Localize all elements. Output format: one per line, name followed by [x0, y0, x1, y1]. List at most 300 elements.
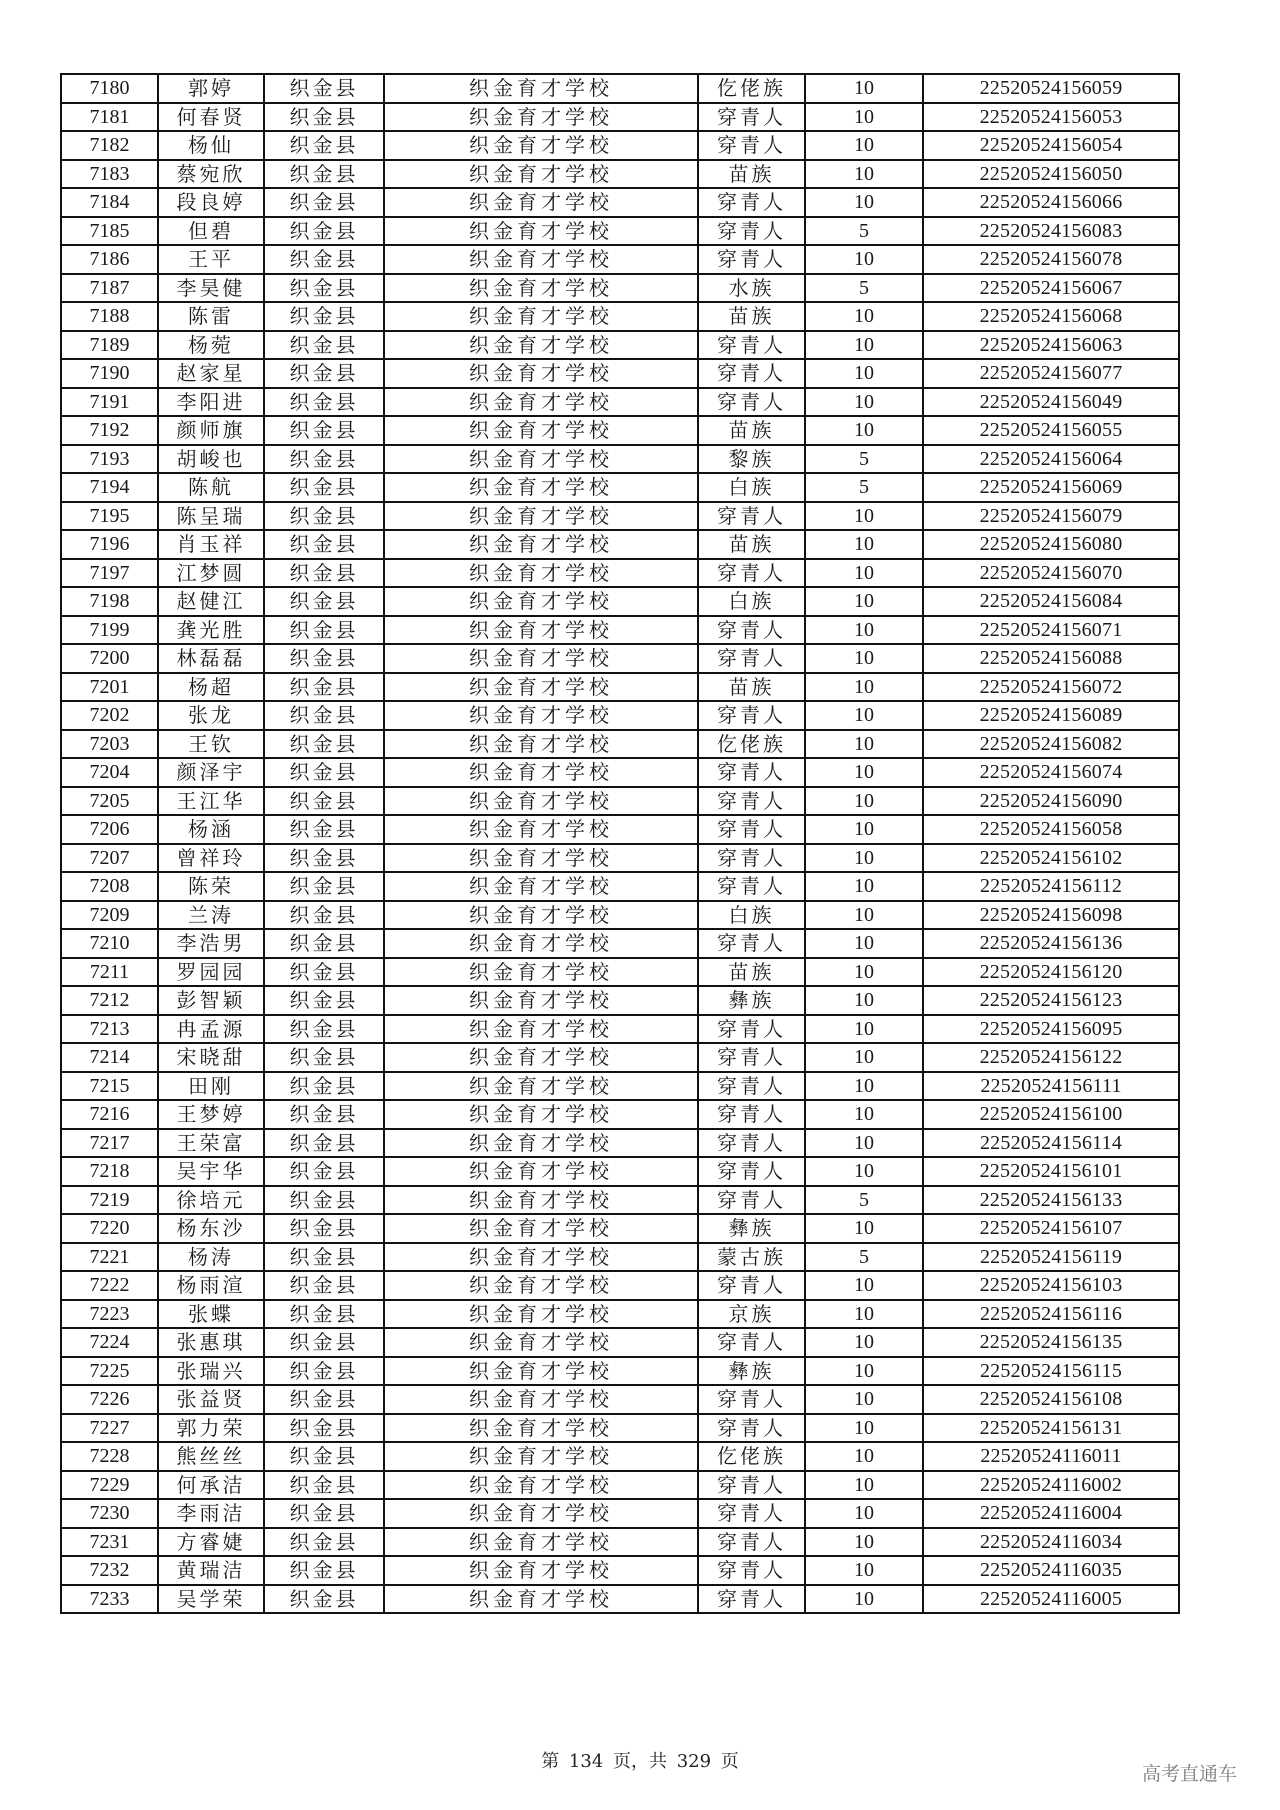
exam-id-cell: 22520524116005 — [923, 1585, 1179, 1614]
school-cell: 织金育才学校 — [384, 673, 698, 702]
ethnicity-cell: 京族 — [698, 1300, 805, 1329]
county-cell: 织金县 — [264, 815, 384, 844]
county-cell: 织金县 — [264, 730, 384, 759]
row-number-cell: 7220 — [61, 1214, 158, 1243]
school-cell: 织金育才学校 — [384, 986, 698, 1015]
bonus-points-cell: 10 — [805, 160, 923, 189]
exam-id-cell: 22520524156102 — [923, 844, 1179, 873]
ethnicity-cell: 穿青人 — [698, 559, 805, 588]
row-number-cell: 7222 — [61, 1271, 158, 1300]
row-number-cell: 7232 — [61, 1556, 158, 1585]
school-cell: 织金育才学校 — [384, 1414, 698, 1443]
exam-id-cell: 22520524156120 — [923, 958, 1179, 987]
county-cell: 织金县 — [264, 901, 384, 930]
school-cell: 织金育才学校 — [384, 274, 698, 303]
table-row — [61, 929, 1179, 958]
student-name-cell: 杨仙 — [158, 131, 264, 160]
ethnicity-cell: 穿青人 — [698, 1556, 805, 1585]
bonus-points-cell: 10 — [805, 587, 923, 616]
student-name-cell: 杨东沙 — [158, 1214, 264, 1243]
exam-id-cell: 22520524156068 — [923, 302, 1179, 331]
ethnicity-cell: 穿青人 — [698, 131, 805, 160]
school-cell: 织金育才学校 — [384, 730, 698, 759]
ethnicity-cell: 仡佬族 — [698, 1442, 805, 1471]
row-number-cell: 7189 — [61, 331, 158, 360]
student-name-cell: 江梦圆 — [158, 559, 264, 588]
row-number-cell: 7210 — [61, 929, 158, 958]
table-row — [61, 1414, 1179, 1443]
student-name-cell: 杨雨渲 — [158, 1271, 264, 1300]
student-name-cell: 王荣富 — [158, 1129, 264, 1158]
school-cell: 织金育才学校 — [384, 530, 698, 559]
bonus-points-cell: 10 — [805, 758, 923, 787]
bonus-points-cell: 10 — [805, 730, 923, 759]
student-name-cell: 陈雷 — [158, 302, 264, 331]
row-number-cell: 7211 — [61, 958, 158, 987]
county-cell: 织金县 — [264, 245, 384, 274]
school-cell: 织金育才学校 — [384, 217, 698, 246]
county-cell: 织金县 — [264, 131, 384, 160]
county-cell: 织金县 — [264, 274, 384, 303]
county-cell: 织金县 — [264, 986, 384, 1015]
row-number-cell: 7223 — [61, 1300, 158, 1329]
bonus-points-cell: 10 — [805, 1528, 923, 1557]
student-name-cell: 王梦婷 — [158, 1100, 264, 1129]
school-cell: 织金育才学校 — [384, 701, 698, 730]
county-cell: 织金县 — [264, 445, 384, 474]
ethnicity-cell: 穿青人 — [698, 644, 805, 673]
bonus-points-cell: 10 — [805, 359, 923, 388]
school-cell: 织金育才学校 — [384, 74, 698, 103]
row-number-cell: 7218 — [61, 1157, 158, 1186]
school-cell: 织金育才学校 — [384, 1528, 698, 1557]
county-cell: 织金县 — [264, 1015, 384, 1044]
exam-id-cell: 22520524156131 — [923, 1414, 1179, 1443]
bonus-points-cell: 5 — [805, 1243, 923, 1272]
student-name-cell: 赵家星 — [158, 359, 264, 388]
student-name-cell: 李浩男 — [158, 929, 264, 958]
ethnicity-cell: 穿青人 — [698, 1186, 805, 1215]
exam-id-cell: 22520524156078 — [923, 245, 1179, 274]
row-number-cell: 7208 — [61, 872, 158, 901]
exam-id-cell: 22520524156080 — [923, 530, 1179, 559]
row-number-cell: 7216 — [61, 1100, 158, 1129]
ethnicity-cell: 穿青人 — [698, 701, 805, 730]
student-name-cell: 张惠琪 — [158, 1328, 264, 1357]
exam-id-cell: 22520524156058 — [923, 815, 1179, 844]
bonus-points-cell: 10 — [805, 844, 923, 873]
exam-id-cell: 22520524156107 — [923, 1214, 1179, 1243]
county-cell: 织金县 — [264, 1385, 384, 1414]
ethnicity-cell: 穿青人 — [698, 1499, 805, 1528]
table-row — [61, 1357, 1179, 1386]
county-cell: 织金县 — [264, 416, 384, 445]
ethnicity-cell: 穿青人 — [698, 616, 805, 645]
exam-id-cell: 22520524156089 — [923, 701, 1179, 730]
bonus-points-cell: 5 — [805, 445, 923, 474]
ethnicity-cell: 穿青人 — [698, 388, 805, 417]
county-cell: 织金县 — [264, 1499, 384, 1528]
student-name-cell: 杨涵 — [158, 815, 264, 844]
table-row — [61, 445, 1179, 474]
exam-id-cell: 22520524156082 — [923, 730, 1179, 759]
table-row — [61, 559, 1179, 588]
table-row — [61, 74, 1179, 103]
bonus-points-cell: 10 — [805, 1214, 923, 1243]
row-number-cell: 7225 — [61, 1357, 158, 1386]
school-cell: 织金育才学校 — [384, 1442, 698, 1471]
table-row — [61, 1385, 1179, 1414]
table-row — [61, 587, 1179, 616]
ethnicity-cell: 苗族 — [698, 302, 805, 331]
table-row — [61, 217, 1179, 246]
county-cell: 织金县 — [264, 787, 384, 816]
bonus-points-cell: 10 — [805, 872, 923, 901]
county-cell: 织金县 — [264, 929, 384, 958]
row-number-cell: 7194 — [61, 473, 158, 502]
county-cell: 织金县 — [264, 673, 384, 702]
school-cell: 织金育才学校 — [384, 1072, 698, 1101]
ethnicity-cell: 穿青人 — [698, 1271, 805, 1300]
county-cell: 织金县 — [264, 502, 384, 531]
exam-id-cell: 22520524156114 — [923, 1129, 1179, 1158]
bonus-points-cell: 10 — [805, 1556, 923, 1585]
row-number-cell: 7205 — [61, 787, 158, 816]
bonus-points-cell: 10 — [805, 331, 923, 360]
ethnicity-cell: 黎族 — [698, 445, 805, 474]
exam-id-cell: 22520524156054 — [923, 131, 1179, 160]
table-row — [61, 160, 1179, 189]
table-row — [61, 131, 1179, 160]
student-name-cell: 张蝶 — [158, 1300, 264, 1329]
ethnicity-cell: 穿青人 — [698, 1043, 805, 1072]
student-name-cell: 杨超 — [158, 673, 264, 702]
table-row — [61, 730, 1179, 759]
exam-id-cell: 22520524156066 — [923, 188, 1179, 217]
exam-id-cell: 22520524156079 — [923, 502, 1179, 531]
school-cell: 织金育才学校 — [384, 1129, 698, 1158]
school-cell: 织金育才学校 — [384, 616, 698, 645]
ethnicity-cell: 苗族 — [698, 416, 805, 445]
ethnicity-cell: 穿青人 — [698, 844, 805, 873]
row-number-cell: 7215 — [61, 1072, 158, 1101]
student-name-cell: 冉孟源 — [158, 1015, 264, 1044]
table-row — [61, 758, 1179, 787]
bonus-points-cell: 5 — [805, 217, 923, 246]
exam-id-cell: 22520524156070 — [923, 559, 1179, 588]
row-number-cell: 7198 — [61, 587, 158, 616]
exam-id-cell: 22520524156055 — [923, 416, 1179, 445]
county-cell: 织金县 — [264, 616, 384, 645]
exam-id-cell: 22520524156116 — [923, 1300, 1179, 1329]
school-cell: 织金育才学校 — [384, 445, 698, 474]
exam-id-cell: 22520524156049 — [923, 388, 1179, 417]
ethnicity-cell: 仡佬族 — [698, 730, 805, 759]
school-cell: 织金育才学校 — [384, 1214, 698, 1243]
table-row — [61, 1214, 1179, 1243]
school-cell: 织金育才学校 — [384, 1499, 698, 1528]
bonus-points-cell: 10 — [805, 502, 923, 531]
school-cell: 织金育才学校 — [384, 473, 698, 502]
exam-id-cell: 22520524116011 — [923, 1442, 1179, 1471]
county-cell: 织金县 — [264, 359, 384, 388]
ethnicity-cell: 穿青人 — [698, 758, 805, 787]
county-cell: 织金县 — [264, 1072, 384, 1101]
bonus-points-cell: 10 — [805, 1300, 923, 1329]
school-cell: 织金育才学校 — [384, 160, 698, 189]
ethnicity-cell: 穿青人 — [698, 1528, 805, 1557]
table-row — [61, 502, 1179, 531]
ethnicity-cell: 穿青人 — [698, 331, 805, 360]
row-number-cell: 7213 — [61, 1015, 158, 1044]
student-name-cell: 杨涛 — [158, 1243, 264, 1272]
student-name-cell: 李昊健 — [158, 274, 264, 303]
ethnicity-cell: 穿青人 — [698, 1072, 805, 1101]
school-cell: 织金育才学校 — [384, 787, 698, 816]
row-number-cell: 7206 — [61, 815, 158, 844]
row-number-cell: 7217 — [61, 1129, 158, 1158]
exam-id-cell: 22520524156059 — [923, 74, 1179, 103]
school-cell: 织金育才学校 — [384, 844, 698, 873]
bonus-points-cell: 10 — [805, 616, 923, 645]
bonus-points-cell: 10 — [805, 901, 923, 930]
ethnicity-cell: 苗族 — [698, 673, 805, 702]
row-number-cell: 7200 — [61, 644, 158, 673]
row-number-cell: 7182 — [61, 131, 158, 160]
bonus-points-cell: 10 — [805, 74, 923, 103]
exam-id-cell: 22520524156088 — [923, 644, 1179, 673]
row-number-cell: 7197 — [61, 559, 158, 588]
county-cell: 织金县 — [264, 1043, 384, 1072]
exam-id-cell: 22520524156119 — [923, 1243, 1179, 1272]
table-row — [61, 701, 1179, 730]
school-cell: 织金育才学校 — [384, 587, 698, 616]
student-name-cell: 吴学荣 — [158, 1585, 264, 1614]
ethnicity-cell: 穿青人 — [698, 1414, 805, 1443]
table-row — [61, 1528, 1179, 1557]
school-cell: 织金育才学校 — [384, 302, 698, 331]
ethnicity-cell: 苗族 — [698, 160, 805, 189]
row-number-cell: 7214 — [61, 1043, 158, 1072]
student-name-cell: 张瑞兴 — [158, 1357, 264, 1386]
student-name-cell: 吴宇华 — [158, 1157, 264, 1186]
county-cell: 织金县 — [264, 644, 384, 673]
bonus-points-cell: 10 — [805, 1328, 923, 1357]
bonus-points-cell: 10 — [805, 787, 923, 816]
school-cell: 织金育才学校 — [384, 1100, 698, 1129]
table-row — [61, 958, 1179, 987]
table-row — [61, 1556, 1179, 1585]
ethnicity-cell: 白族 — [698, 901, 805, 930]
student-name-cell: 但碧 — [158, 217, 264, 246]
bonus-points-cell: 5 — [805, 473, 923, 502]
school-cell: 织金育才学校 — [384, 359, 698, 388]
school-cell: 织金育才学校 — [384, 1300, 698, 1329]
exam-id-cell: 22520524156112 — [923, 872, 1179, 901]
exam-id-cell: 22520524156133 — [923, 1186, 1179, 1215]
table-row — [61, 1471, 1179, 1500]
row-number-cell: 7201 — [61, 673, 158, 702]
school-cell: 织金育才学校 — [384, 758, 698, 787]
school-cell: 织金育才学校 — [384, 331, 698, 360]
ethnicity-cell: 苗族 — [698, 958, 805, 987]
county-cell: 织金县 — [264, 1157, 384, 1186]
ethnicity-cell: 穿青人 — [698, 1385, 805, 1414]
bonus-points-cell: 10 — [805, 1442, 923, 1471]
table-row — [61, 986, 1179, 1015]
table-row — [61, 1186, 1179, 1215]
ethnicity-cell: 穿青人 — [698, 188, 805, 217]
row-number-cell: 7221 — [61, 1243, 158, 1272]
row-number-cell: 7227 — [61, 1414, 158, 1443]
row-number-cell: 7192 — [61, 416, 158, 445]
county-cell: 织金县 — [264, 1442, 384, 1471]
row-number-cell: 7193 — [61, 445, 158, 474]
school-cell: 织金育才学校 — [384, 1328, 698, 1357]
student-name-cell: 陈呈瑞 — [158, 502, 264, 531]
exam-id-cell: 22520524156098 — [923, 901, 1179, 930]
student-name-cell: 彭智颖 — [158, 986, 264, 1015]
school-cell: 织金育才学校 — [384, 103, 698, 132]
student-name-cell: 杨菀 — [158, 331, 264, 360]
county-cell: 织金县 — [264, 1271, 384, 1300]
student-name-cell: 李雨洁 — [158, 1499, 264, 1528]
exam-id-cell: 22520524156135 — [923, 1328, 1179, 1357]
exam-id-cell: 22520524156095 — [923, 1015, 1179, 1044]
county-cell: 织金县 — [264, 302, 384, 331]
exam-id-cell: 22520524156136 — [923, 929, 1179, 958]
bonus-points-cell: 10 — [805, 1499, 923, 1528]
row-number-cell: 7219 — [61, 1186, 158, 1215]
table-row — [61, 245, 1179, 274]
table-row — [61, 1129, 1179, 1158]
bonus-points-cell: 10 — [805, 815, 923, 844]
bonus-points-cell: 10 — [805, 958, 923, 987]
ethnicity-cell: 仡佬族 — [698, 74, 805, 103]
county-cell: 织金县 — [264, 844, 384, 873]
exam-id-cell: 22520524116034 — [923, 1528, 1179, 1557]
roster-table-body — [61, 74, 1179, 1613]
ethnicity-cell: 穿青人 — [698, 815, 805, 844]
table-row — [61, 302, 1179, 331]
school-cell: 织金育才学校 — [384, 1157, 698, 1186]
bonus-points-cell: 5 — [805, 1186, 923, 1215]
county-cell: 织金县 — [264, 1214, 384, 1243]
bonus-points-cell: 10 — [805, 1271, 923, 1300]
bonus-points-cell: 10 — [805, 1157, 923, 1186]
exam-id-cell: 22520524156123 — [923, 986, 1179, 1015]
student-name-cell: 兰涛 — [158, 901, 264, 930]
school-cell: 织金育才学校 — [384, 188, 698, 217]
ethnicity-cell: 穿青人 — [698, 1471, 805, 1500]
exam-id-cell: 22520524116004 — [923, 1499, 1179, 1528]
school-cell: 织金育才学校 — [384, 872, 698, 901]
ethnicity-cell: 彝族 — [698, 1214, 805, 1243]
bonus-points-cell: 10 — [805, 302, 923, 331]
county-cell: 织金县 — [264, 473, 384, 502]
bonus-points-cell: 5 — [805, 274, 923, 303]
exam-id-cell: 22520524156108 — [923, 1385, 1179, 1414]
row-number-cell: 7181 — [61, 103, 158, 132]
row-number-cell: 7229 — [61, 1471, 158, 1500]
school-cell: 织金育才学校 — [384, 1186, 698, 1215]
bonus-points-cell: 10 — [805, 929, 923, 958]
table-row — [61, 644, 1179, 673]
county-cell: 织金县 — [264, 331, 384, 360]
table-row — [61, 1271, 1179, 1300]
bonus-points-cell: 10 — [805, 1471, 923, 1500]
row-number-cell: 7204 — [61, 758, 158, 787]
student-name-cell: 李阳进 — [158, 388, 264, 417]
bonus-points-cell: 10 — [805, 1357, 923, 1386]
student-name-cell: 张益贤 — [158, 1385, 264, 1414]
school-cell: 织金育才学校 — [384, 502, 698, 531]
student-name-cell: 陈荣 — [158, 872, 264, 901]
bonus-points-cell: 10 — [805, 1414, 923, 1443]
ethnicity-cell: 穿青人 — [698, 1100, 805, 1129]
student-name-cell: 曾祥玲 — [158, 844, 264, 873]
school-cell: 织金育才学校 — [384, 929, 698, 958]
row-number-cell: 7224 — [61, 1328, 158, 1357]
school-cell: 织金育才学校 — [384, 131, 698, 160]
watermark-text: 高考直通车 — [1142, 1763, 1238, 1785]
row-number-cell: 7196 — [61, 530, 158, 559]
ethnicity-cell: 蒙古族 — [698, 1243, 805, 1272]
table-row — [61, 331, 1179, 360]
school-cell: 织金育才学校 — [384, 1385, 698, 1414]
ethnicity-cell: 水族 — [698, 274, 805, 303]
table-row — [61, 1499, 1179, 1528]
row-number-cell: 7183 — [61, 160, 158, 189]
bonus-points-cell: 10 — [805, 188, 923, 217]
student-name-cell: 张龙 — [158, 701, 264, 730]
student-name-cell: 龚光胜 — [158, 616, 264, 645]
table-row — [61, 787, 1179, 816]
table-row — [61, 1442, 1179, 1471]
roster-table — [60, 73, 1180, 1614]
exam-id-cell: 22520524156053 — [923, 103, 1179, 132]
row-number-cell: 7180 — [61, 74, 158, 103]
row-number-cell: 7199 — [61, 616, 158, 645]
exam-id-cell: 22520524116035 — [923, 1556, 1179, 1585]
row-number-cell: 7226 — [61, 1385, 158, 1414]
county-cell: 织金县 — [264, 559, 384, 588]
school-cell: 织金育才学校 — [384, 416, 698, 445]
school-cell: 织金育才学校 — [384, 815, 698, 844]
bonus-points-cell: 10 — [805, 1043, 923, 1072]
table-row — [61, 1100, 1179, 1129]
row-number-cell: 7202 — [61, 701, 158, 730]
table-row — [61, 416, 1179, 445]
table-row — [61, 103, 1179, 132]
school-cell: 织金育才学校 — [384, 1585, 698, 1614]
table-row — [61, 274, 1179, 303]
row-number-cell: 7188 — [61, 302, 158, 331]
ethnicity-cell: 穿青人 — [698, 245, 805, 274]
bonus-points-cell: 10 — [805, 701, 923, 730]
table-row — [61, 188, 1179, 217]
row-number-cell: 7184 — [61, 188, 158, 217]
county-cell: 织金县 — [264, 1300, 384, 1329]
county-cell: 织金县 — [264, 758, 384, 787]
row-number-cell: 7209 — [61, 901, 158, 930]
table-row — [61, 1157, 1179, 1186]
table-row — [61, 1585, 1179, 1614]
bonus-points-cell: 10 — [805, 1100, 923, 1129]
exam-id-cell: 22520524156083 — [923, 217, 1179, 246]
student-name-cell: 赵健江 — [158, 587, 264, 616]
row-number-cell: 7233 — [61, 1585, 158, 1614]
